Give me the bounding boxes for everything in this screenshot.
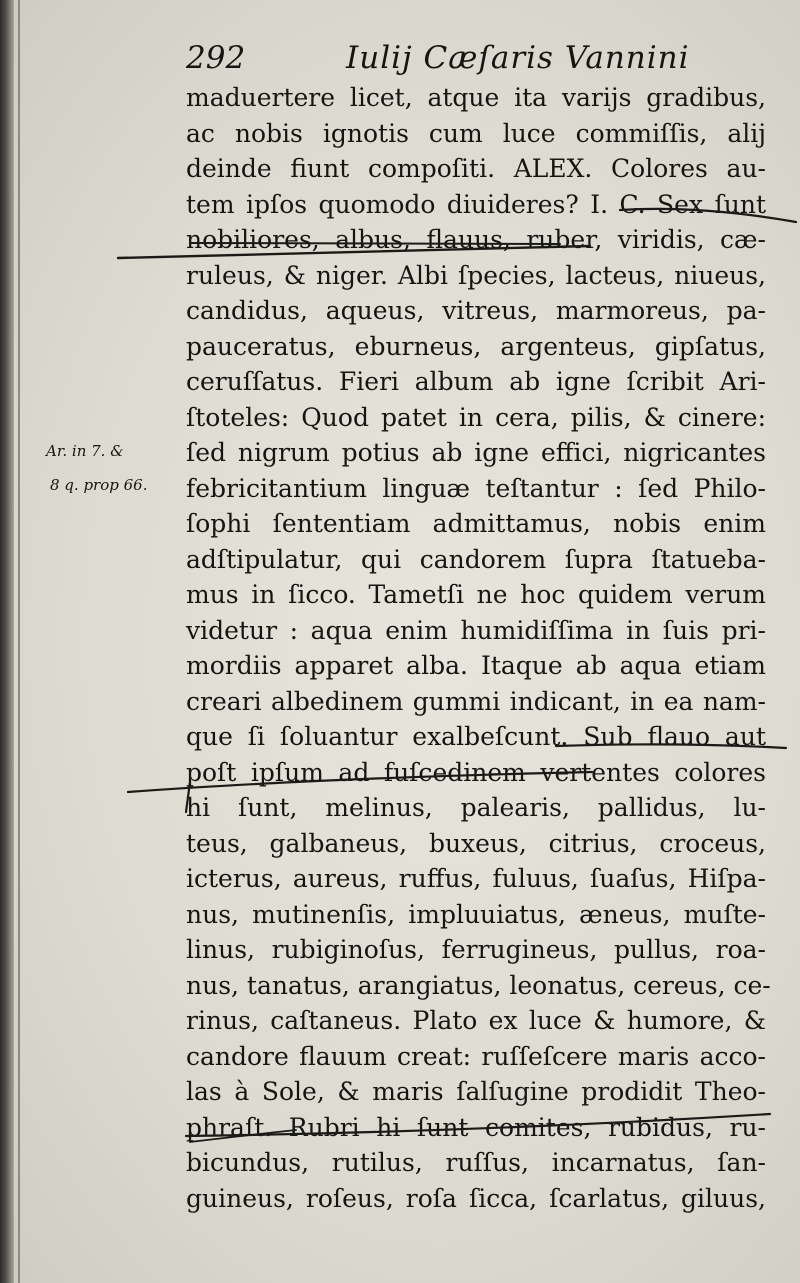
text-line: creari albedinem gummi indicant, in ea nam- [186,686,766,716]
text-line: ſtoteles: Quod patet in cera, pilis, & cinere: [186,402,766,432]
text-line: ceruſſatus. Fieri album ab igne ſcribit Ari- [186,367,766,396]
margin-note: 8 q. prop 66. [50,476,148,494]
gutter-ruling [18,0,20,1283]
text-line: nobiliores, albus, flauus, ruber, viridis, cæ- [186,225,766,254]
text-line: mus in ſicco. Tametſi ne hoc quidem verum [186,580,766,609]
text-line: icterus, aureus, ruffus, fuluus, ſuaſus, Hiſpa- [186,864,766,893]
margin-note: Ar. in 7. & [46,442,124,460]
text-line: phraſt. Rubri hi ſunt comites, rubidus, ru- [186,1112,766,1142]
text-line: maduertere licet, atque ita varijs gradibus, [186,83,766,112]
text-line: adſtipulatur, qui candorem ſupra ſtatueba- [186,544,766,574]
body-text [186,80,771,1216]
text-line: hi ſunt, melinus, palearis, pallidus, lu- [186,793,766,822]
text-line: candore flauum creat: ruſſeſcere maris acco- [186,1041,766,1071]
text-line: las à Sole, & maris ſalſugine prodidit Theo- [186,1077,766,1106]
text-line: ac nobis ignotis cum luce commiſſis, alij [186,118,766,148]
book-gutter-shadow [0,0,14,1283]
text-line: deinde fiunt compoſiti. ALEX. Colores au- [186,154,766,183]
text-line: bicundus, rutilus, ruſſus, incarnatus, ſan- [186,1148,766,1177]
text-line: ruleus, & niger. Albi ſpecies, lacteus, niueus, [186,260,766,290]
text-line: candidus, aqueus, vitreus, marmoreus, pa- [186,296,766,325]
text-line: nus, mutinenſis, impluuiatus, æneus, muſte- [186,899,766,929]
text-line: que ſi ſoluantur exalbeſcunt. Sub flauo aut [186,722,766,751]
text-line: tem ipſos quomodo diuideres? I. C. Sex ſunt [186,189,766,219]
text-line: poſt ipſum ad fuſcedinem vertentes colores [186,757,766,787]
text-line: mordiis apparet alba. Itaque ab aqua etiam [186,651,766,680]
text-line: guineus, roſeus, roſa ſicca, ſcarlatus, giluus, [186,1183,766,1213]
text-line: rinus, caſtaneus. Plato ex luce & humore, & [186,1006,766,1035]
text-line: ſophi ſententiam admittamus, nobis enim [186,509,766,538]
text-line: teus, galbaneus, buxeus, citrius, croceus, [186,828,766,858]
text-line: febricitantium linguæ teſtantur : ſed Philo- [186,473,766,503]
text-line: ſed nigrum potius ab igne effici, nigricantes [186,438,766,467]
text-line: videtur : aqua enim humidiſſima in ſuis pri- [186,615,766,645]
text-line: pauceratus, eburneus, argenteus, gipſatus, [186,331,766,361]
running-head: Iulij Cæſaris Vannini [346,40,690,76]
page-number: 292 [186,40,246,76]
text-line: nus, tanatus, arangiatus, leonatus, cereus, ce- [186,970,771,1000]
text-line: linus, rubiginoſus, ferrugineus, pullus, roa- [186,935,766,964]
